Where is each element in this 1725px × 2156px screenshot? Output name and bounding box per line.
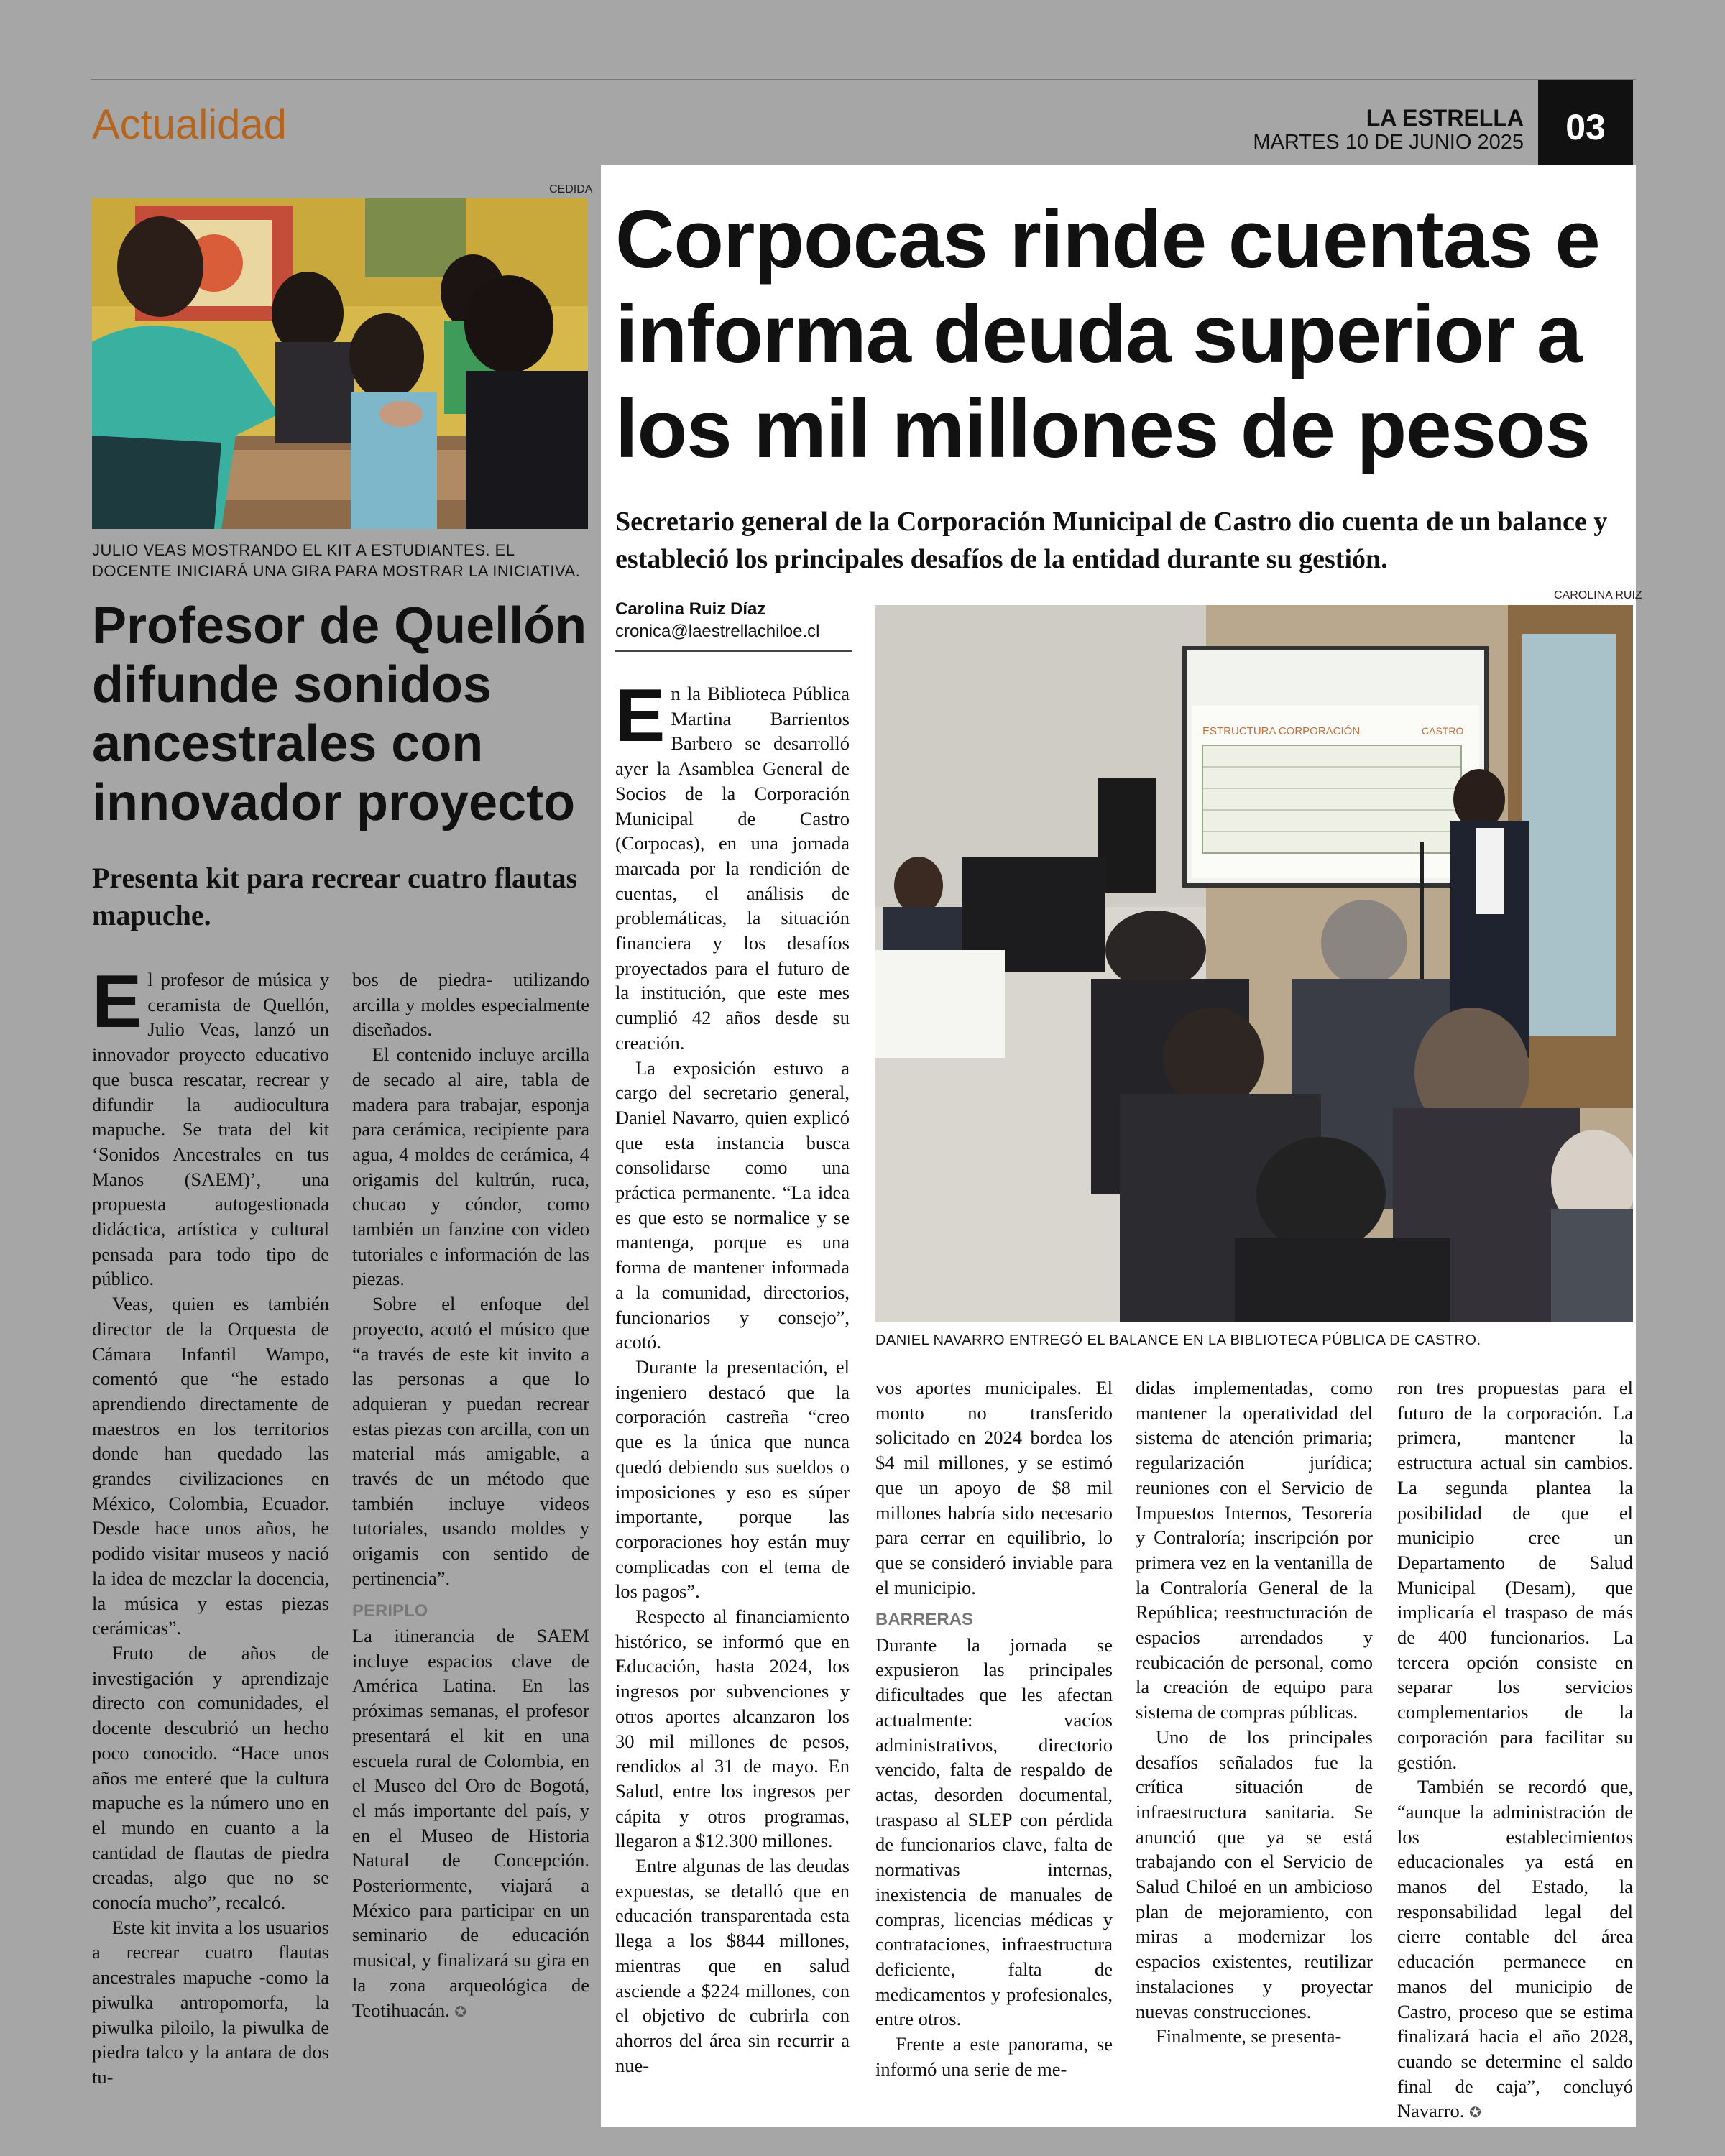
main-photo-credit: CAROLINA RUIZ [1554, 589, 1642, 602]
left-paragraph: La itinerancia de SAEM incluye espacios clave de América Latina. En las próximas semanas, el profesor presentará el kit en una escuela rural de Colombia, en el Museo del Oro de Bogotá, el más importante del país, y en el Museo de Historia Natural de Concepción. Posteriormente, viajará a México para participar en un seminario de educación musical, y finalizará su gira en la zona arqueológica de Teotihuacán. [352, 1625, 589, 2021]
section-label: Actualidad [92, 101, 287, 148]
byline-rule [615, 650, 852, 652]
main-paragraph: La exposición estuvo a cargo del secretario general, Daniel Navarro, quien explicó que esta instancia busca consolidarse como una práctica permanente. “La idea es que esto se normalice y se mantenga, porque es una forma de mantener informada a la comunidad, directorios, funcionarios y consejo”, acotó. [615, 1056, 850, 1353]
main-story-photo [875, 605, 1633, 1322]
end-mark-icon: ✪ [1469, 2105, 1481, 2122]
main-paragraph: Frente a este panorama, se informó una serie de me- [875, 2033, 1113, 2080]
left-story-photo [92, 198, 588, 529]
end-mark-icon: ✪ [454, 2004, 467, 2020]
main-column-1 [615, 674, 850, 2078]
left-paragraph: bos de piedra- utilizando arcilla y moldes especialmente diseñados. [352, 969, 589, 1041]
main-paragraph: didas implementadas, como mantener la operatividad del sistema de atención primaria; regularización jurídica; reuniones con el Servicio de Impuestos Internos, Tesorería y Contraloría; inscripción por primera vez en la ventanilla de la Contraloría General de la República; reestructuración de espacios arrendados y reubicación de personal, como la creación de equipo para sistema de compras públicas. [1136, 1377, 1373, 1723]
main-subheadline: Secretario general de la Corporación Municipal de Castro dio cuenta de un balance y estableció los principales desafíos de la entidad durante su gestión. [615, 507, 1608, 575]
main-paragraph: Durante la presentación, el ingeniero destacó que la corporación castreña “creo que es la única que nunca quedó debiendo sus sueldos o imposiciones y eso es súper importante, porque las corporaciones hoy están muy complicadas con el tema de los pagos”. [615, 1355, 850, 1603]
header-rule [91, 79, 1636, 80]
main-paragraph: Durante la jornada se expusieron las principales dificultades que les afectan actualmente: vacíos administrativos, directorio vencido, falta de respaldo de actas, desorden documental, traspaso al SLEP con pérdida de funcionarios clave, falta de normativas internas, inexistencia de manuales de compras, licencias médicas y contrataciones, infraestructura deficiente, falta de medicamentos y profesionales, entre otros. [875, 1634, 1113, 2030]
main-paragraph: ron tres propuestas para el futuro de la corporación. La primera, mantener la estructura actual sin cambios. La segunda plantea la posibilidad de que el municipio cree un Departamento de Salud Municipal (Desam), que implicaría el traspaso de más de 400 funcionarios. La tercera opción consiste en separar los servicios complementarios de la corporación para facilitar su gestión. [1397, 1377, 1633, 1773]
left-paragraph: l profesor de música y ceramista de Quellón, Julio Veas, lanzó un innovador proyecto educativo que busca rescatar, recrear y difundir la audiocultura mapuche. Se trata del kit ‘Sonidos Ancestrales en tus Manos (SAEM)’, una propuesta autogestionada didáctica, artística y cultural pensada para todo tipo de público. [92, 969, 329, 1290]
left-paragraph: Fruto de años de investigación y aprendizaje directo con comunidades, el docente descubrió un hecho poco conocido. “Hace unos años me enteré que la cultura mapuche es la número uno en el mundo en cuanto a la cantidad de flautas de piedra creadas, algo que no se conocía mucho”, recalcó. [92, 1641, 329, 1914]
byline-name: Carolina Ruiz Díaz [615, 599, 766, 619]
classroom-photo-illustration [92, 198, 588, 529]
main-column-2 [875, 1376, 1113, 2081]
left-column-1 [92, 960, 329, 2090]
left-subhead: PERIPLO [352, 1600, 428, 1621]
main-paragraph: También se recordó que, “aunque la administración de los establecimientos educacionales ya está en manos del Estado, la responsabilidad legal del cierre contable del área educación permanece en manos del municipio de Castro, proceso que se estima finalizará hacia el año 2028, cuando se determine el saldo final de caja”, concluyó Navarro. [1397, 1776, 1633, 2122]
left-paragraph: El contenido incluye arcilla de secado al aire, tabla de madera para trabajar, esponja para cerámica, recipiente para agua, 4 moldes de cerámica, 4 origamis del kultrún, ruca, chucao y cóndor, como también un fanzine con video tutoriales e información de las piezas. [352, 1044, 589, 1290]
main-paragraph: Entre algunas de las deudas expuestas, se detalló que en educación transparentada esta llega a los $844 millones, mientras que en salud asciende a $224 millones, con el objetivo de cubrirla con ahorros del área sin recurrir a nue- [615, 1855, 850, 2076]
left-column-2 [352, 967, 589, 2022]
main-paragraph: Finalmente, se presenta- [1156, 2025, 1342, 2047]
assembly-photo-illustration [875, 605, 1633, 1322]
left-headline: Profesor de Quellón difunde sonidos ancestrales con innovador proyecto [92, 597, 587, 832]
main-subhead: BARRERAS [875, 1610, 974, 1630]
main-column-4 [1397, 1376, 1633, 2124]
left-paragraph: Veas, quien es también director de la Orquesta de Cámara Infantil Wampo, comentó que “he estado aprendiendo directamente de maestros en los territorios donde han quedado las grandes civilizaciones en México, Colombia, Ecuador. Desde hace unos años, he podido visitar museos y nació la idea de mezclar la docencia, la música y estas piezas cerámicas”. [92, 1293, 329, 1639]
byline [615, 598, 819, 642]
main-photo-caption: DANIEL NAVARRO ENTREGÓ EL BALANCE EN LA BIBLIOTECA PÚBLICA DE CASTRO. [875, 1332, 1481, 1348]
left-photo-credit: CEDIDA [549, 183, 593, 195]
newspaper-name: LA ESTRELLA [1366, 105, 1524, 131]
byline-email: cronica@laestrellachiloe.cl [615, 622, 820, 642]
left-subheadline: Presenta kit para recrear cuatro flautas mapuche. [92, 862, 578, 931]
masthead [1222, 106, 1524, 153]
left-paragraph: Sobre el enfoque del proyecto, acotó el músico que “a través de este kit invito a las personas a que lo adquieran y puedan recrear estas piezas con arcilla, con un material más amigable, a través de un método que también incluye videos tutoriales, usando moldes y origamis con sentido de pertinencia”. [352, 1293, 589, 1589]
main-paragraph: Respecto al financiamiento histórico, se informó que en Educación, hasta 2024, los ingresos por subvenciones y otros aportes alcanzaron los 30 mil millones de pesos, rendidos al 31 de mayo. En Salud, entre los ingresos per cápita y otros programas, llegaron a $12.300 millones. [615, 1606, 850, 1852]
main-paragraph: Uno de los principales desafíos señalados fue la crítica situación de infraestructura sanitaria. Se anunció que ya se está trabajando con el Servicio de Salud Chiloé en un ambicioso plan de mejoramiento, con miras a modernizar los espacios existentes, reutilizar instalaciones y proyectar nuevas construcciones. [1136, 1726, 1373, 2022]
main-drop-cap: E [615, 674, 666, 757]
main-column-3 [1136, 1376, 1373, 2049]
slide-logo: CASTRO [1422, 725, 1464, 737]
main-paragraph: n la Biblioteca Pública Martina Barrientos Barbero se desarrolló ayer la Asamblea General de Socios de la Corporación Municipal de Castro (Corpocas), en una jornada marcada por la rendición de cuentas, el análisis de problemáticas, la situación financiera y los desafíos proyectados para el futuro de la institución, que este mes cumplió 42 años desde su creación. [615, 683, 850, 1054]
left-drop-cap: E [92, 960, 142, 1044]
main-headline: Corpocas rinde cuentas e informa deuda superior a los mil millones de pesos [615, 194, 1600, 476]
left-paragraph: Este kit invita a los usuarios a recrear cuatro flautas ancestrales mapuche -como la piwulka antropomorfa, la piwulka piloilo, la piwulka de piedra talco y la antara de dos tu- [92, 1916, 329, 2088]
left-photo-caption: JULIO VEAS MOSTRANDO EL KIT A ESTUDIANTES. EL DOCENTE INICIARÁ UNA GIRA PARA MOSTRAR LA INICIATIVA. [92, 541, 581, 580]
slide-title: ESTRUCTURA CORPORACIÓN [1202, 725, 1361, 737]
page-number: 03 [1538, 80, 1633, 174]
issue-date: MARTES 10 DE JUNIO 2025 [1253, 131, 1524, 154]
main-paragraph: vos aportes municipales. El monto no transferido solicitado en 2024 bordea los $4 mil millones, y se estimó que un apoyo de $8 mil millones habría sido necesario para cerrar en equilibrio, lo que se consideró inviable para el municipio. [875, 1377, 1113, 1598]
